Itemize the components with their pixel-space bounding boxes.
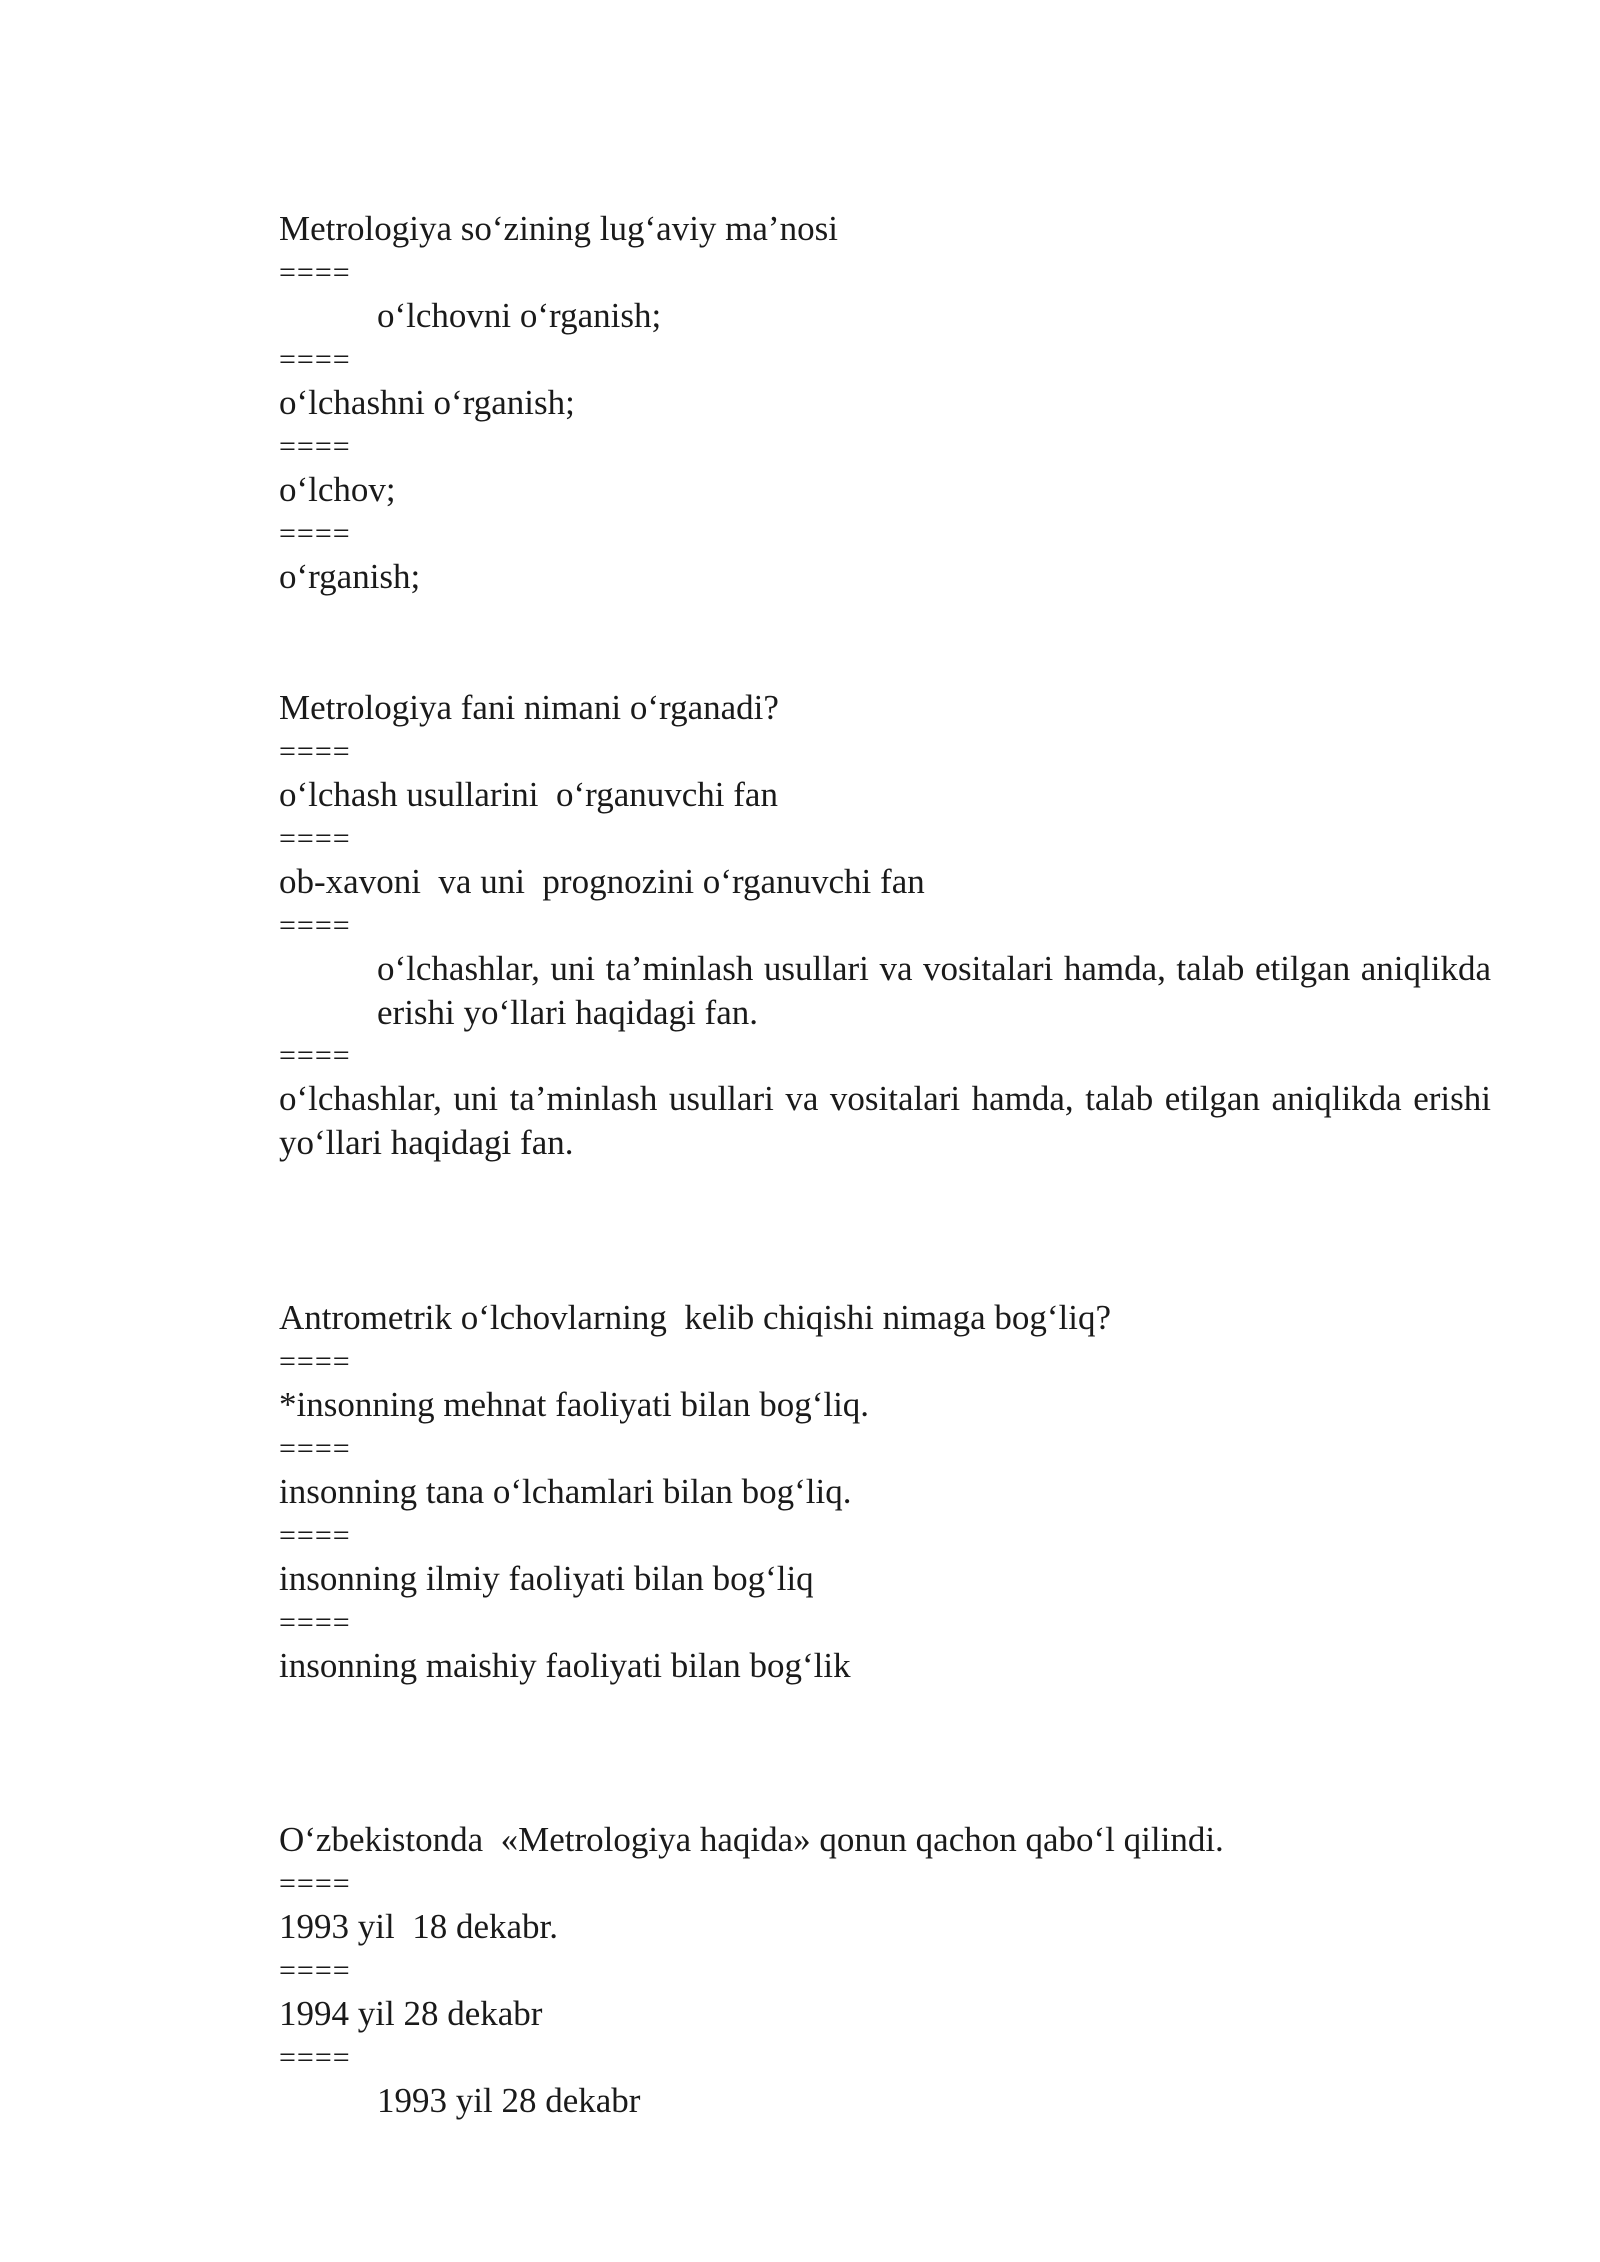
answer-option: *insonning mehnat faoliyati bilan bog‘liq. xyxy=(279,1385,870,1424)
answer-option: insonning ilmiy faoliyati bilan bog‘liq xyxy=(279,1559,814,1598)
answer-separator: ==== xyxy=(279,1345,351,1378)
question-text: O‘zbekistonda «Metrologiya haqida» qonun qachon qabo‘l qilindi. xyxy=(279,1820,1224,1859)
question-text: Metrologiya fani nimani o‘rganadi? xyxy=(279,688,779,727)
answer-option: ob-xavoni va uni prognozini o‘rganuvchi fan xyxy=(279,862,925,901)
answer-separator: ==== xyxy=(279,256,351,289)
question-text: Antrometrik o‘lchovlarning kelib chiqishi nimaga bog‘liq? xyxy=(279,1298,1112,1337)
answer-separator: ==== xyxy=(279,1432,351,1465)
answer-option: o‘lchash usullarini o‘rganuvchi fan xyxy=(279,775,778,814)
answer-option: insonning tana o‘lchamlari bilan bog‘liq. xyxy=(279,1472,852,1511)
answer-option: 1993 yil 28 dekabr xyxy=(377,2081,641,2120)
answer-separator: ==== xyxy=(279,1867,351,1900)
answer-separator: ==== xyxy=(279,2041,351,2074)
answer-option: o‘lchashlar, uni ta’minlash usullari va vositalari hamda, talab etilgan aniqlikda erishi yo‘llari haqidagi fan. xyxy=(279,1079,1491,1162)
answer-option: o‘lchashni o‘rganish; xyxy=(279,383,575,422)
answer-separator: ==== xyxy=(279,909,351,942)
answer-separator: ==== xyxy=(279,517,351,550)
answer-separator: ==== xyxy=(279,1606,351,1639)
question-text: Metrologiya so‘zining lug‘aviy ma’nosi xyxy=(279,209,838,248)
answer-option: o‘lchov; xyxy=(279,470,396,509)
answer-separator: ==== xyxy=(279,430,351,463)
answer-option: 1994 yil 28 dekabr xyxy=(279,1994,543,2033)
answer-option: o‘lchashlar, uni ta’minlash usullari va vositalari hamda, talab etilgan aniqlikda erishi yo‘llari haqidagi fan. xyxy=(377,949,1491,1032)
answer-separator: ==== xyxy=(279,1519,351,1552)
answer-separator: ==== xyxy=(279,822,351,855)
answer-option: o‘lchovni o‘rganish; xyxy=(377,296,662,335)
answer-option: 1993 yil 18 dekabr. xyxy=(279,1907,558,1946)
answer-option: insonning maishiy faoliyati bilan bog‘lik xyxy=(279,1646,851,1685)
answer-separator: ==== xyxy=(279,735,351,768)
answer-option: o‘rganish; xyxy=(279,557,421,596)
answer-separator: ==== xyxy=(279,1954,351,1987)
answer-separator: ==== xyxy=(279,343,351,376)
answer-separator: ==== xyxy=(279,1039,351,1072)
